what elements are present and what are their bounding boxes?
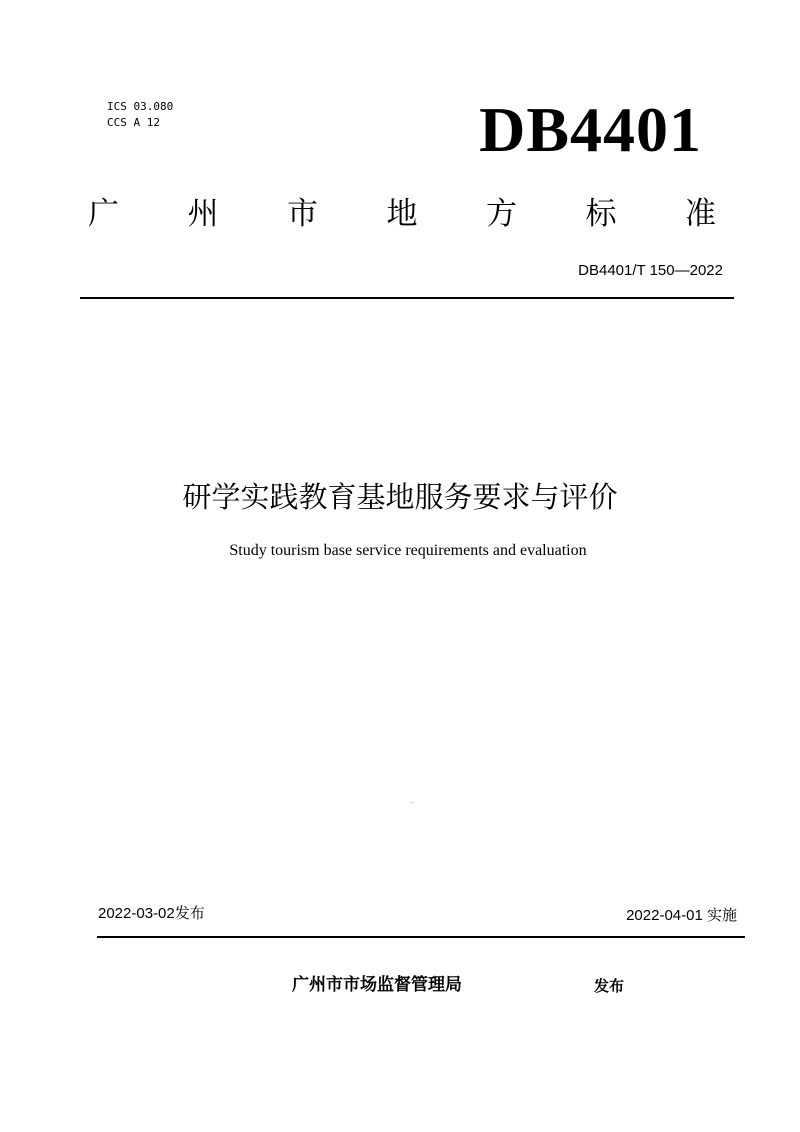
standard-type-char: 准 (685, 196, 716, 232)
standard-type-char: 地 (386, 196, 418, 232)
db-code-heading: DB4401 (479, 94, 702, 165)
bottom-divider (97, 936, 745, 938)
standard-type-char: 广 (88, 196, 119, 232)
standard-type-heading (88, 192, 716, 236)
ccs-code: CCS A 12 (107, 116, 160, 129)
document-title-chinese: 研学实践教育基地服务要求与评价 (182, 480, 618, 514)
standard-type-char: 州 (187, 196, 219, 232)
standard-type-char: 方 (486, 196, 517, 232)
standard-number: DB4401/T 150—2022 (578, 262, 723, 279)
ics-code: ICS 03.080 (107, 100, 174, 113)
issuing-authority: 广州市市场监督管理局 (292, 975, 462, 995)
top-divider (80, 297, 734, 299)
implementation-date: 2022-04-01 实施 (626, 907, 737, 924)
speck-mark (412, 802, 413, 803)
document-title-english: Study tourism base service requirements and evaluation (229, 542, 587, 559)
standard-type-char: 市 (287, 196, 318, 232)
publish-date: 2022-03-02发布 (98, 905, 205, 922)
issue-label: 发布 (594, 977, 625, 995)
standard-type-char: 标 (585, 196, 617, 232)
